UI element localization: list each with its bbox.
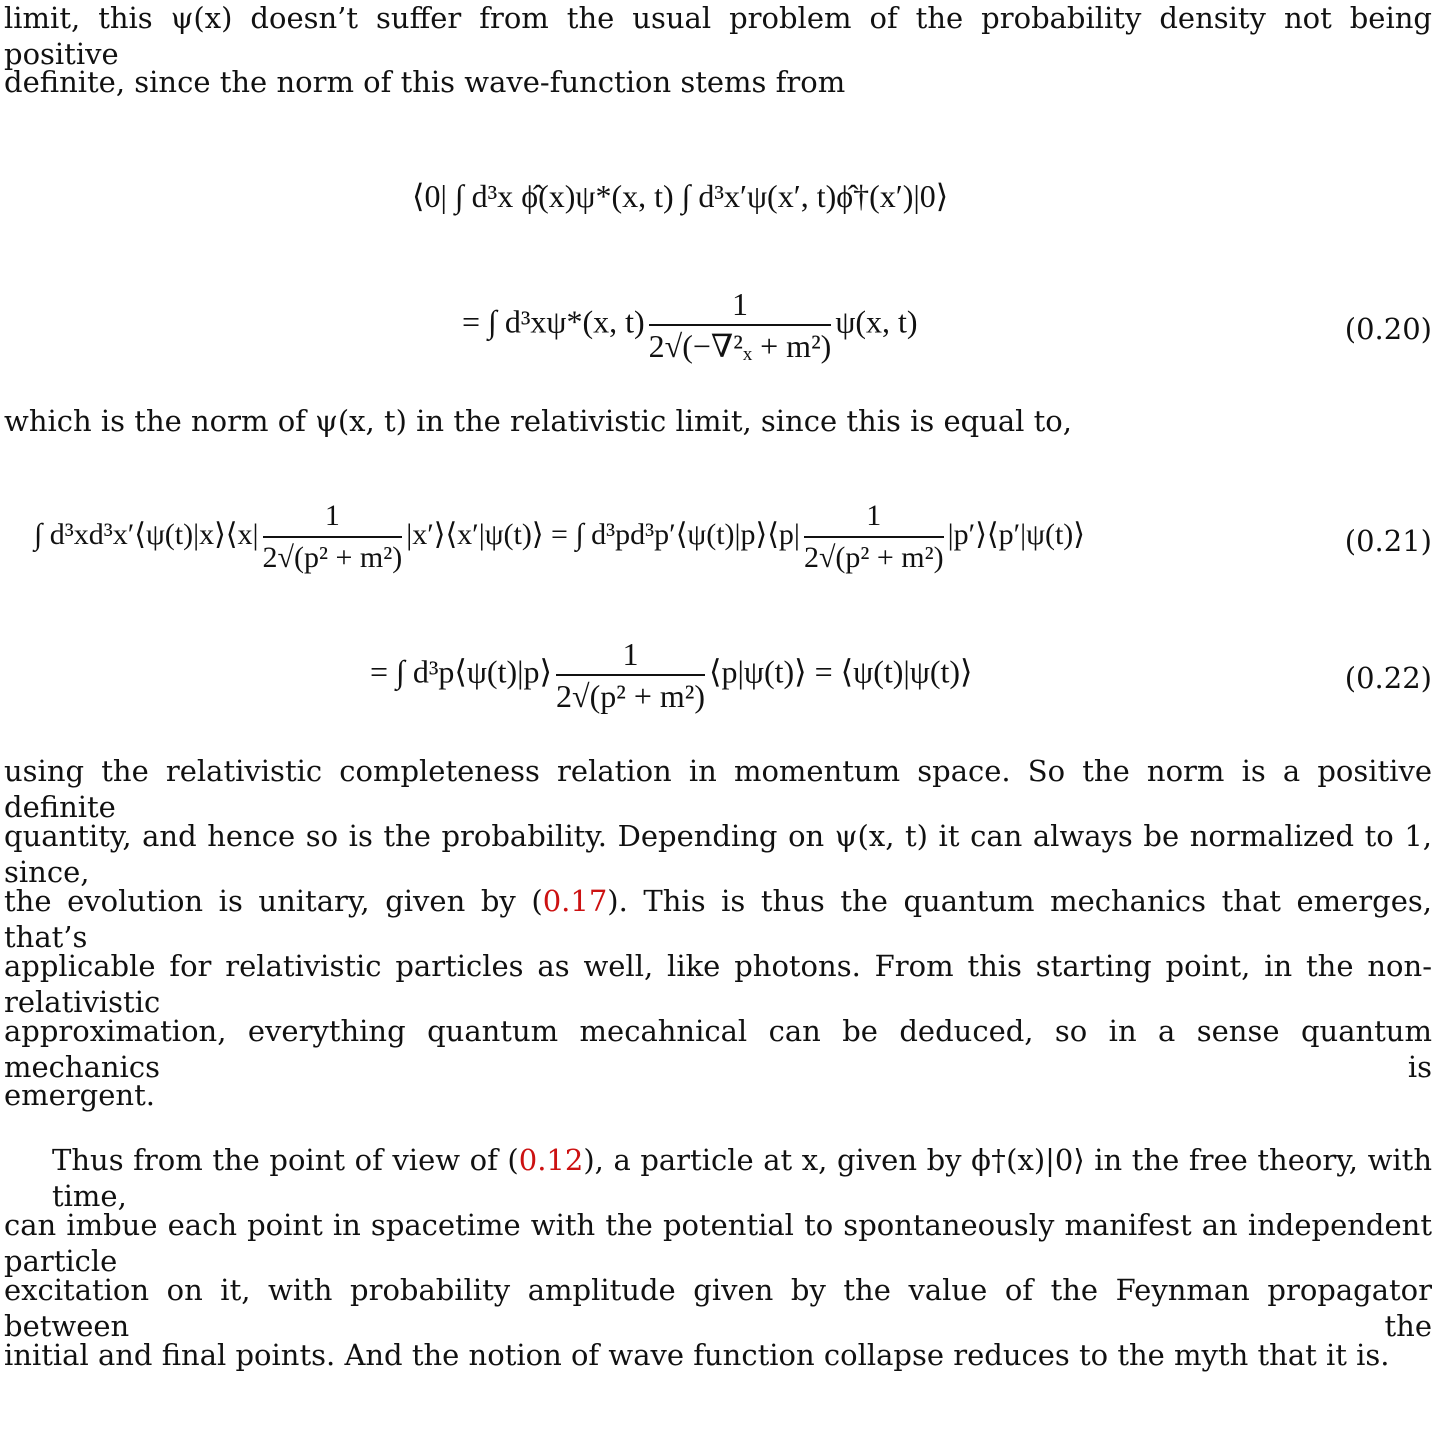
para3-line3-start: the evolution is unitary, given by ( [4,884,543,918]
eq-020-fraction [649,286,832,364]
para3-line3-end: ). This is thus the quantum mechanics that emerges, that’s [4,884,1432,954]
xref-eq-0-12-link[interactable]: 0.12 [518,1143,584,1177]
equation-0-20-line-a [412,176,948,216]
para3-line3 [4,883,1432,955]
para3-line5: approximation, everything quantum mecahnical can be deduced, so in a sense quantum mechanics is [4,1014,1432,1084]
para4-line1 [4,1142,1432,1214]
eq-021-rhs-suffix: |p′⟩⟨p′|ψ(t)⟩ [947,517,1085,551]
para4-line2: can imbue each point in spacetime with the potential to spontaneously manifest an independent particle [4,1208,1432,1278]
para3-line4: applicable for relativistic particles as well, like photons. From this starting point, in the non-relativistic [4,949,1432,1019]
equation-0-22 [370,636,973,714]
eq-021-lhs-fraction [263,498,403,576]
equation-0-21 [34,498,1085,576]
eq-021-rhs-numerator: 1 [804,498,944,538]
para1-line2: definite, since the norm of this wave-function stems from [4,65,846,99]
eq-022-numerator: 1 [556,636,705,676]
eq-021-rhs-fraction [804,498,944,576]
para4-line1-end: ), a particle at x, given by ϕ†(x)|0⟩ in the free theory, with time, [52,1143,1432,1213]
eq-022-fraction [556,636,705,714]
eq-022-prefix: = ∫ d³p⟨ψ(t)|p⟩ [370,653,553,690]
eq-021-rhs-denominator: 2√(p² + m²) [803,541,944,574]
eq-020-prefix: = ∫ d³xψ*(x, t) [462,303,645,340]
para4-line4: initial and final points. And the notion of wave function collapse reduces to the myth that it is. [4,1338,1390,1372]
equation-label-0-22: (0.22) [1344,661,1432,695]
para1-line1: limit, this ψ(x) doesn’t suffer from the usual problem of the probability density not being positive [4,1,1432,71]
eq-021-lhs-prefix: ∫ d³xd³x′⟨ψ(t)|x⟩⟨x| [34,517,259,551]
eq-021-lhs-denominator: 2√(p² + m²) [262,541,403,574]
eq-022-suffix: ⟨p|ψ(t)⟩ = ⟨ψ(t)|ψ(t)⟩ [709,653,973,690]
eq-021-lhs-numerator: 1 [263,498,403,538]
xref-eq-0-17-link[interactable]: 0.17 [542,884,608,918]
eq-020-numerator: 1 [649,286,832,326]
para2-line1: which is the norm of ψ(x, t) in the relativistic limit, since this is equal to, [4,404,1072,438]
eq-022-denominator: 2√(p² + m²) [556,678,706,714]
para3-line2: quantity, and hence so is the probability. Depending on ψ(x, t) it can always be normalized to 1, since, [4,819,1432,889]
equation-0-20-line-b [462,286,918,364]
para4-line3: excitation on it, with probability amplitude given by the value of the Feynman propagator between the [4,1273,1432,1343]
equation-label-0-20: (0.20) [1344,312,1432,346]
eq-020-denominator: 2√(−∇²ₓ + m²) [648,328,832,364]
para3-line6: emergent. [4,1078,155,1112]
para3-line1: using the relativistic completeness relation in momentum space. So the norm is a positive definite [4,754,1432,824]
para4-line1-start: Thus from the point of view of ( [52,1143,519,1177]
equation-label-0-21: (0.21) [1344,524,1432,558]
eq-020-line-a-text: ⟨0| ∫ d³x ϕ̂(x)ψ*(x, t) ∫ d³x′ψ(x′, t)ϕ̂†(x′)|0⟩ [412,178,949,214]
eq-020-suffix: ψ(x, t) [835,303,918,340]
eq-021-lhs-suffix: |x′⟩⟨x′|ψ(t)⟩ = ∫ d³pd³p′⟨ψ(t)|p⟩⟨p| [406,517,800,551]
